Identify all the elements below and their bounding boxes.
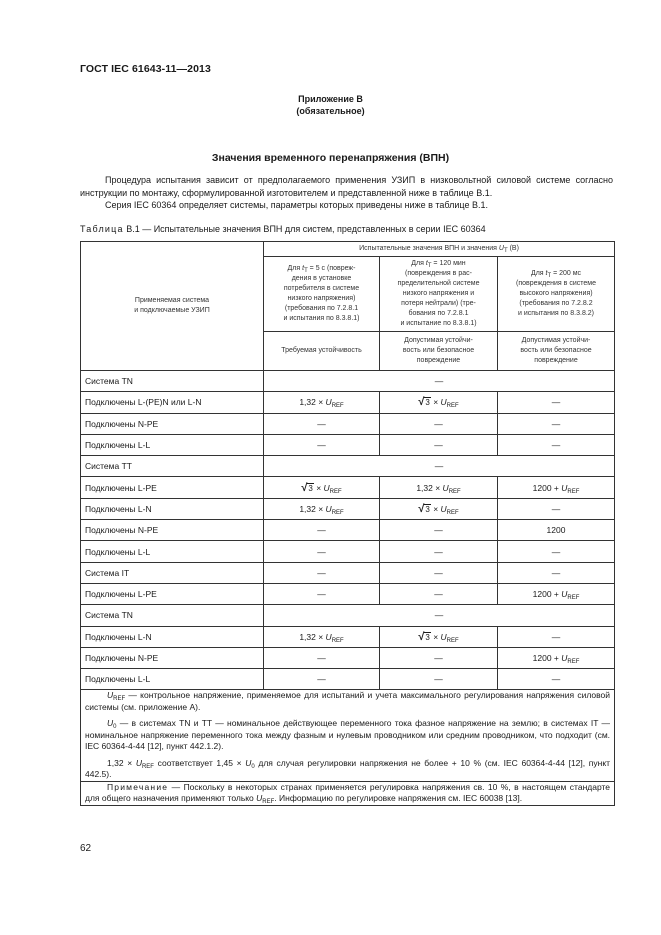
requirement-line: Допустимая устойчи-: [404, 337, 473, 344]
remark-body: — Поскольку в некоторых странах применяется регулировка напряжения св. 10 %, в настоящем стандарте для общего назначения применяют только: [85, 781, 611, 804]
column-header-line: и подключаемые УЗИП: [134, 307, 210, 314]
condition-line: [268, 264, 375, 274]
cell-text: —: [434, 440, 443, 451]
group-header-text: Испытательные значения ВПН и значения: [359, 245, 499, 252]
table-cell: [264, 583, 380, 604]
radicand: 3: [425, 398, 430, 408]
column-header-condition-2: [380, 257, 498, 332]
row-label: Система TN: [81, 605, 264, 626]
u-ref-subscript: REF: [446, 403, 459, 410]
u-ref-symbol: U: [440, 631, 447, 642]
u-ref-symbol: U: [325, 397, 332, 408]
group-header-unit: (В): [507, 245, 519, 252]
cell-text: —: [434, 525, 443, 536]
table-notes-row: [81, 690, 615, 782]
cell-text: ×: [313, 482, 324, 493]
intro-paragraph: Серия IEC 60364 определяет системы, параметры которых приведены ниже в таблице В.1.: [105, 200, 489, 210]
cell-text: —: [317, 653, 326, 663]
condition-line: низкого напряжения и: [402, 290, 475, 297]
u-ref-subscript: REF: [567, 488, 580, 495]
cell-text: —: [317, 440, 326, 451]
u-ref-subscript: REF: [567, 595, 580, 602]
u-ref-symbol: U: [325, 631, 332, 642]
cell-text: —: [317, 589, 326, 600]
condition-line: дения в установке: [291, 275, 352, 282]
u-ref-subscript: REF: [446, 509, 459, 516]
cell-text: —: [317, 567, 326, 578]
table-cell: [498, 392, 615, 413]
sqrt-symbol: [301, 483, 314, 493]
u-ref-subscript: REF: [329, 488, 342, 495]
annex-title: Приложение В: [298, 94, 363, 104]
condition-line: потребителя в системе: [283, 285, 360, 292]
row-label: Система TN: [81, 371, 264, 392]
row-label: Подключены L-L: [81, 434, 264, 455]
intro-paragraph: Процедура испытания зависит от предполагаемого применения УЗИП в низковольтной силовой системе согласно инструкции по монтажу, сформулированной изготовителем и представленной ниже в таблице В.1.: [80, 175, 613, 198]
condition-prefix: Для: [287, 265, 303, 272]
row-label: Система TT: [81, 456, 264, 477]
u-ref-subscript: REF: [331, 509, 344, 516]
radicand: 3: [425, 632, 430, 642]
cell-text: —: [551, 631, 561, 642]
table-cell: [380, 413, 498, 434]
table-row: [81, 605, 615, 626]
table-cell: [264, 413, 380, 434]
table-cell: [380, 434, 498, 455]
table-row: [81, 392, 615, 413]
column-header-system: [81, 242, 264, 371]
requirement-line: повреждение: [534, 357, 578, 364]
cell-text: —: [551, 567, 561, 578]
table-cell: —: [264, 456, 615, 477]
condition-time-symbol: t: [425, 260, 428, 267]
table-cell: [380, 626, 498, 647]
u-ref-subscript: REF: [446, 637, 459, 644]
table-row: [81, 371, 615, 392]
cell-text: 1200 +: [532, 653, 562, 663]
condition-time-symbol: t: [545, 270, 548, 277]
sqrt-symbol: [418, 632, 431, 642]
document-header: ГОСТ IEC 61643-11—2013: [80, 63, 211, 75]
u-ref-symbol: U: [440, 503, 447, 514]
row-label: Подключены L-L: [81, 669, 264, 690]
cell-text: —: [317, 418, 326, 429]
cell-text: —: [317, 674, 326, 685]
table-row: [81, 583, 615, 604]
cell-text: 1200 +: [532, 589, 562, 600]
u-0-symbol: U: [245, 757, 252, 768]
u-0-symbol: U: [107, 718, 114, 729]
table-row: [81, 562, 615, 583]
u-ref-symbol: U: [256, 793, 263, 804]
condition-value: = 120 мин: [431, 260, 466, 267]
column-header-line: Применяемая система: [134, 297, 210, 304]
u-ref-subscript: REF: [567, 659, 580, 665]
table-cell: [380, 477, 498, 498]
u-ref-subscript: REF: [331, 637, 344, 644]
table-cell: [380, 520, 498, 541]
note-uref: [85, 690, 610, 713]
annex-subtitle: (обязательное): [296, 106, 365, 116]
table-cell: [498, 434, 615, 455]
row-label: Подключены L-PE: [81, 477, 264, 498]
u-ref-symbol: U: [561, 653, 568, 663]
table-cell: [264, 626, 380, 647]
condition-line: (требования по 7.2.8.2: [519, 300, 593, 307]
table-remark-row: [81, 781, 615, 805]
note-ratio: [85, 758, 610, 781]
condition-line: (повреждения в рас-: [405, 270, 472, 277]
table-row: [81, 541, 615, 562]
cell-text: —: [434, 418, 443, 429]
condition-line: потеря нейтрали) (тре-: [401, 300, 476, 307]
row-label: Подключены L-L: [81, 541, 264, 562]
cell-text: —: [317, 546, 326, 557]
note-u0: [85, 718, 610, 753]
requirement-line: повреждение: [416, 357, 461, 364]
u-ref-symbol: U: [561, 589, 568, 600]
column-group-header: [264, 242, 615, 257]
table-cell: [264, 541, 380, 562]
table-cell: [380, 647, 498, 668]
row-label: Подключены L-(PE)N или L-N: [81, 392, 264, 413]
row-label: Подключены N-PE: [81, 413, 264, 434]
section-title: Значения временного перенапряжения (ВПН): [211, 152, 450, 164]
u-ref-subscript: REF: [141, 763, 154, 770]
cell-text: 1,32 ×: [416, 482, 443, 493]
condition-time-symbol: t: [302, 265, 305, 272]
u-ref-symbol: U: [561, 482, 568, 493]
note-text: для случая регулировки напряжения не более + 10 % (см. IEC 60364-4-44 [12], пункт 442.5).: [85, 757, 611, 780]
row-label: Подключены N-PE: [81, 647, 264, 668]
u-ref-subscript: REF: [113, 696, 126, 703]
table-row: [81, 477, 615, 498]
remark-text: [85, 782, 610, 805]
condition-line: и испытания по 8.3.8.1): [283, 315, 360, 322]
table-cell: [498, 562, 615, 583]
cell-text: ×: [430, 631, 441, 642]
table-cell: [264, 669, 380, 690]
sqrt-symbol: [418, 397, 431, 407]
condition-line: (требования по 7.2.8.1: [284, 305, 359, 312]
condition-prefix: Для: [411, 260, 426, 267]
table-row: [81, 498, 615, 519]
cell-text: —: [551, 546, 561, 557]
radicand: 3: [425, 504, 430, 514]
condition-line: и испытание по 8.3.8.1): [400, 320, 477, 327]
cell-text: ×: [430, 503, 441, 514]
table-cell: [264, 498, 380, 519]
table-cell: [380, 541, 498, 562]
remark-body: . Информацию по регулировке напряжения см. IEC 60038 [13].: [274, 793, 523, 804]
table-cell: [498, 583, 615, 604]
note-text: соответствует 1,45 ×: [153, 757, 246, 768]
table-row: [81, 434, 615, 455]
table-row: [81, 647, 615, 668]
table-cell: —: [264, 371, 615, 392]
column-header-condition-1: [264, 257, 380, 332]
condition-line: (повреждения в системе: [516, 280, 596, 287]
tov-table: [80, 241, 615, 806]
column-header-condition-3: [498, 257, 615, 332]
table-notes: [81, 690, 615, 782]
table-row: [81, 626, 615, 647]
u-ref-symbol: U: [107, 690, 114, 701]
requirement-line: Допустимая устойчи-: [521, 337, 591, 344]
table-cell: —: [264, 605, 615, 626]
requirement-line: Требуемая устойчивость: [281, 347, 362, 354]
table-row: [81, 520, 615, 541]
note-text: — контрольное напряжение, применяемое для испытаний и учета максимального регулирования напряжения силовой системы (см. приложение А).: [85, 690, 611, 712]
table-cell: [498, 541, 615, 562]
table-remark: [81, 781, 615, 805]
cell-text: 1,32 ×: [299, 631, 326, 642]
annex-heading: [0, 93, 661, 117]
cell-text: —: [434, 546, 443, 557]
table-cell: [498, 413, 615, 434]
table-caption-label: Таблица: [80, 224, 124, 234]
table-caption: [80, 224, 486, 234]
cell-text: 1200: [546, 525, 566, 536]
condition-line: [384, 259, 493, 269]
u-ref-symbol: U: [323, 482, 330, 493]
table-cell: [498, 477, 615, 498]
u-0-subscript: 0: [113, 724, 117, 731]
table-row: [81, 413, 615, 434]
radical-sign: √: [418, 502, 425, 515]
requirement-line: вость или безопасное: [520, 347, 592, 354]
u-0-subscript: 0: [251, 763, 255, 770]
row-label: Подключены L-N: [81, 626, 264, 647]
radical-sign: √: [418, 630, 425, 643]
condition-line: низкого напряжения): [287, 295, 356, 302]
u-ref-subscript: REF: [448, 488, 461, 495]
cell-text: —: [551, 503, 561, 514]
table-cell: [498, 498, 615, 519]
cell-text: —: [551, 418, 561, 429]
table-cell: [498, 520, 615, 541]
table-cell: [380, 562, 498, 583]
cell-text: —: [551, 440, 561, 451]
condition-line: бования по 7.2.8.1: [408, 310, 469, 317]
radical-sign: √: [418, 396, 425, 409]
column-header-requirement-3: [498, 332, 615, 371]
cell-text: —: [551, 674, 561, 685]
cell-text: —: [434, 674, 443, 685]
table-cell: [264, 434, 380, 455]
condition-line: [502, 269, 610, 279]
u-ref-symbol: U: [325, 503, 332, 514]
table-caption-text: В.1 — Испытательные значения ВПН для систем, представленных в серии IEC 60364: [123, 224, 486, 234]
requirement-line: вость или безопасное: [402, 347, 475, 354]
condition-line: высокого напряжения): [519, 290, 593, 297]
table-cell: [264, 562, 380, 583]
u-ref-symbol: U: [440, 397, 447, 408]
condition-time-subscript: T: [547, 273, 552, 279]
condition-time-subscript: T: [427, 263, 432, 269]
row-label: Подключены L-N: [81, 498, 264, 519]
table-cell: [264, 477, 380, 498]
sqrt-symbol: [418, 504, 431, 514]
cell-text: —: [434, 589, 443, 600]
note-text: 1,32 ×: [107, 757, 136, 768]
group-header-symbol: U: [498, 245, 504, 252]
u-ref-subscript: REF: [331, 403, 344, 410]
cell-text: ×: [430, 397, 441, 408]
cell-text: 1,32 ×: [299, 397, 326, 408]
column-header-requirement-2: [380, 332, 498, 371]
table-cell: [498, 626, 615, 647]
table-cell: [498, 669, 615, 690]
cell-text: 1,32 ×: [299, 503, 326, 514]
condition-prefix: Для: [530, 270, 546, 277]
u-ref-subscript: REF: [262, 799, 275, 806]
table-cell: [380, 583, 498, 604]
cell-text: —: [434, 653, 443, 663]
table-cell: [264, 392, 380, 413]
table-cell: [264, 647, 380, 668]
radicand: 3: [308, 483, 313, 493]
table-cell: [498, 647, 615, 668]
row-label: Подключены N-PE: [81, 520, 264, 541]
page-number: 62: [80, 843, 92, 854]
row-label: Подключены L-PE: [81, 583, 264, 604]
intro-text: [80, 174, 613, 212]
table-row: [81, 456, 615, 477]
note-text: — в системах TN и TT — номинальное действующее переменного тока фазное напряжение на землю; в системах IT — номинальное напряжение переменного тока между фазным и нулевым проводником или средним проводником, что подходит (см. IEC 60364-4-44 [12], пункт 442.1.2).: [85, 718, 611, 752]
cell-text: —: [317, 525, 326, 536]
table-cell: [380, 392, 498, 413]
condition-time-subscript: T: [304, 268, 308, 274]
group-header-subscript: T: [503, 248, 508, 254]
condition-value: = 5 с (повреж-: [307, 265, 356, 272]
column-header-requirement-1: [264, 332, 380, 371]
table-cell: [380, 498, 498, 519]
remark-label: Примечание: [107, 781, 169, 792]
cell-text: —: [551, 397, 561, 408]
condition-line: пределительной системе: [397, 280, 480, 287]
table-cell: [264, 520, 380, 541]
radical-sign: √: [301, 481, 308, 494]
u-ref-symbol: U: [442, 482, 449, 493]
row-label: Система IT: [81, 562, 264, 583]
condition-value: = 200 мс: [551, 270, 582, 277]
condition-line: и испытания по 8.3.8.2): [518, 310, 595, 317]
u-ref-symbol: U: [135, 757, 142, 768]
cell-text: 1200 +: [532, 482, 562, 493]
cell-text: —: [434, 567, 443, 578]
table-row: [81, 669, 615, 690]
table-cell: [380, 669, 498, 690]
